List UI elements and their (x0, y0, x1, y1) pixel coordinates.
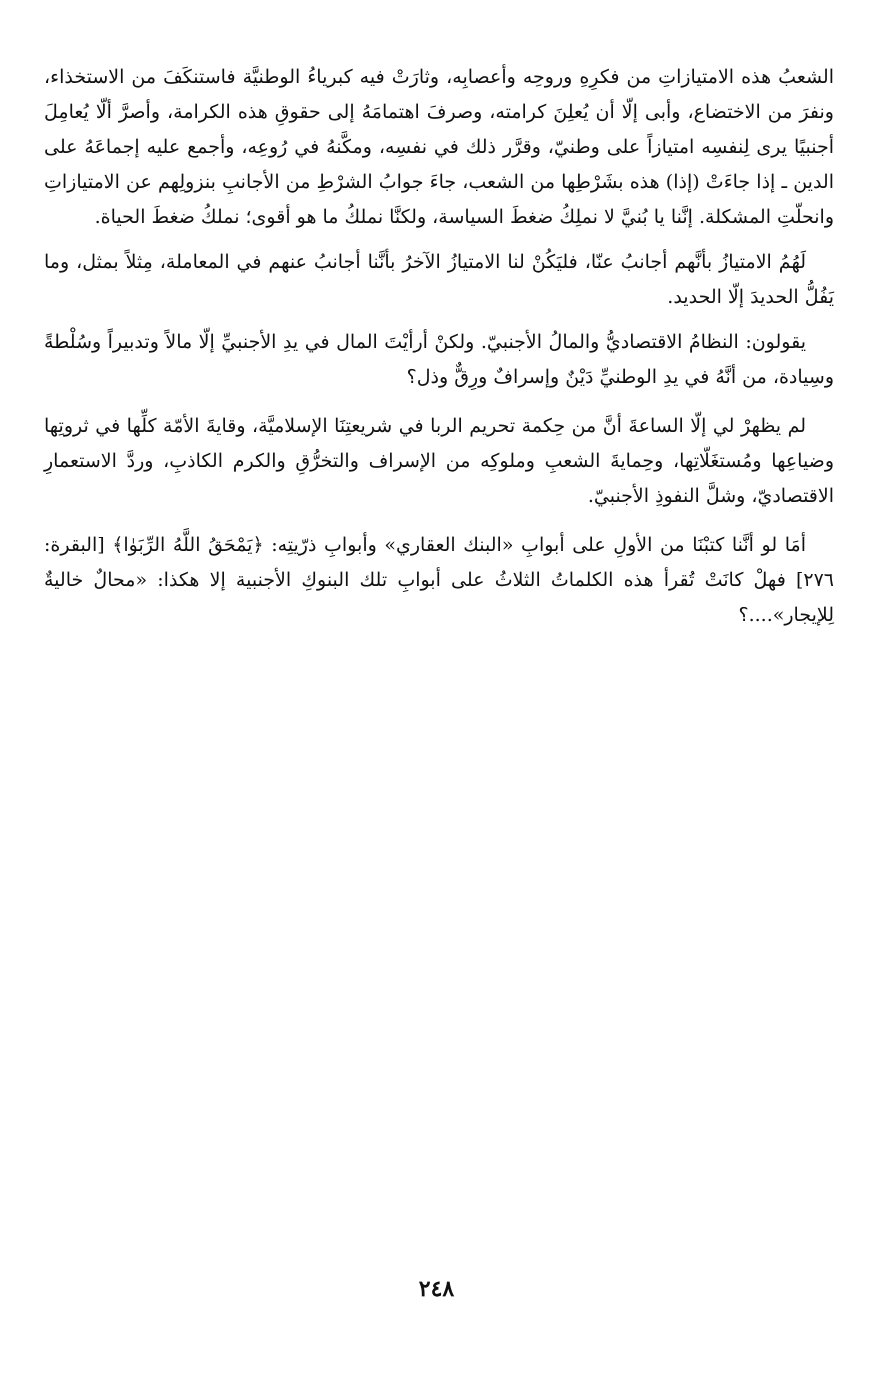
paragraph-economic-system: يقولون: النظامُ الاقتصاديُّ والمالُ الأجنبيّ. ولكنْ أرأيْتَ المال في يدِ الأجنبيِّ إلّا مالاً وتدبيراً وسُلْطةً وسِيادة، من أنَّهُ في يدِ الوطنيِّ دَيْنٌ وإسرافٌ ورِقٌّ وذل؟ (44, 331, 834, 388)
page-number: ٢٤٨ (418, 1276, 455, 1302)
body-text (44, 60, 834, 645)
paragraph-usury-wisdom: لم يظهرْ لي إلّا الساعةَ أنَّ من حِكمة تحريم الربا في شريعتِنَا الإسلاميَّة، وقايةَ الأمّة كلِّها في ثروتِها وضياعِها ومُستغَلّاتِها، وحِمايةَ الشعبِ وملوكِه من الإسراف والتخرُّقِ والكرم الكاذبِ، وردَّ الاستعمارِ الاقتصاديّ، وشلَّ النفوذِ الأجنبيّ. (44, 415, 834, 507)
paragraph-bank-doors: أمَا لو أنَّنا كتبْنَا من الأولِ على أبوابِ «البنك العقاري» وأبوابِ ذرّيتِه: ﴿يَمْحَقُ اللَّهُ الرِّبَوٰا﴾ [البقرة: ٢٧٦] فهلْ كانَتْ تُقرأ هذه الكلماتُ الثلاثُ على أبوابِ تلك البنوكِ الأجنبية إلا هكذا: «محالٌ خاليةٌ لِلإيجار»....؟ (44, 534, 834, 626)
paragraph-continuation: الشعبُ هذه الامتيازاتِ من فكرِهِ وروحِه وأعصابِه، وثارَتْ فيه كبرياءُ الوطنيَّة فاستنكَفَ من الاستخذاء، ونفرَ من الاختضاع، وأبى إلّا أن يُعلِنَ كرامته، وصرفَ اهتمامَهُ إلى حقوقِ هذه الكرامة، وأصرَّ ألّا يُعامِلَ أجنبيًا يرى لِنفسِه امتيازاً على وطنيّ، وقرَّر ذلك في نفسِه، ومكَّنهُ في رُوعِه، وأجمع عليه إجماعَهُ على الدين ـ إذا جاءَتْ (إذا) هذه بشَرْطِها من الشعب، جاءَ جوابُ الشرْطِ من الأجانبِ بنزولِهم عن الامتيازاتِ وانحلّتِ المشكلة. إنَّنا يا بُنيَّ لا نملِكُ ضغطَ السياسة، ولكنَّا نملكُ ما هو أقوى؛ نملكُ ضغطَ الحياة. (44, 66, 834, 228)
paragraph-privilege: لَهُمُ الامتيازُ بأنَّهم أجانبُ عنّا، فليَكُنْ لنا الامتيازُ الآخرُ بأنَّنا أجانبُ عنهم في المعاملة، مِثلاً بمثل، وما يَفُلُّ الحديدَ إلّا الحديد. (44, 251, 834, 308)
